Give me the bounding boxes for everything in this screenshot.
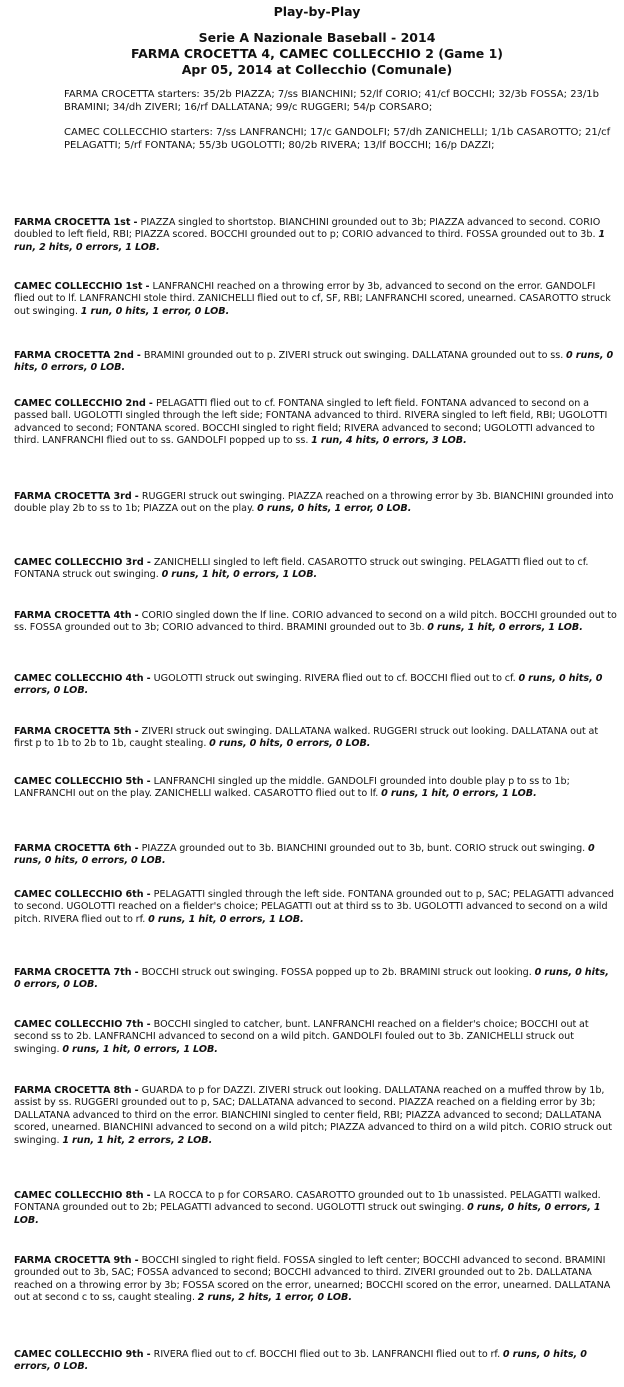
inning-plays: ZIVERI struck out swinging. DALLATANA walked. RUGGERI struck out looking. DALLATANA out at first p to 1b to 2b to 1b, caught stealing. [14,726,599,750]
inning-entry [14,557,618,582]
inning-label: CAMEC COLLECCHIO 8th - [14,1190,154,1201]
inning-entry [14,726,618,751]
inning-summary: 0 runs, 0 hits, 0 errors, 1 LOB. [14,1202,601,1226]
date-venue: Apr 05, 2014 at Collecchio (Comunale) [181,62,453,77]
inning-entry [14,398,618,448]
inning-label: FARMA CROCETTA 8th - [14,1085,142,1096]
inning-entry [14,217,618,254]
inning-label: FARMA CROCETTA 7th - [14,967,142,978]
inning-plays: BOCCHI struck out swinging. FOSSA popped up to 2b. BRAMINI struck out looking. [141,967,535,978]
inning-plays: PELAGATTI flied out to cf. FONTANA singled to left field. FONTANA advanced to second on a passed ball. UGOLOTTI singled through the left side; FONTANA advanced to third. RIVERA singled to left field, RBI; UGOLOTTI advanced to second; FONTANA scored. BOCCHI singled to right field; RIVERA advanced to second; UGOLOTTI advanced to third. LANFRANCHI flied out to ss. GANDOLFI popped up to ss. [14,398,608,447]
league-title: Serie A Nazionale Baseball - 2014 [198,30,436,45]
inning-summary: 0 runs, 0 hits, 0 errors, 0 LOB. [14,843,595,867]
inning-summary: 0 runs, 0 hits, 0 errors, 0 LOB. [14,350,614,374]
inning-label: CAMEC COLLECCHIO 6th - [14,889,154,900]
inning-label: FARMA CROCETTA 2nd - [14,350,144,361]
inning-entry [14,1019,618,1056]
inning-summary: 0 runs, 0 hits, 1 error, 0 LOB. [257,503,412,515]
inning-summary: 1 run, 0 hits, 1 error, 0 LOB. [80,305,230,317]
inning-plays: BOCCHI singled to catcher, bunt. LANFRANCHI reached on a fielder's choice; BOCCHI out at second ss to 2b. LANFRANCHI advanced to second on a wild pitch. GANDOLFI fouled out to 3b. ZANICHELLI struck out swinging. [14,1019,589,1055]
inning-plays: LANFRANCHI reached on a throwing error by 3b, advanced to second on the error. GANDOLFI flied out to lf. LANFRANCHI stole third. ZANICHELLI flied out to cf, SF, RBI; LANFRANCHI scored, unearned. CASAROTTO struck out swinging. [14,281,611,317]
inning-plays: PIAZZA singled to shortstop. BIANCHINI grounded out to 3b; PIAZZA advanced to second. CORIO doubled to left field, RBI; PIAZZA scored. BOCCHI grounded out to p; CORIO advanced to third. FOSSA grounded out to 3b. [14,217,601,241]
inning-entry [14,281,618,318]
inning-summary: 0 runs, 1 hit, 0 errors, 1 LOB. [381,788,537,800]
inning-entry [14,1255,618,1305]
inning-plays: GUARDA to p for DAZZI. ZIVERI struck out looking. DALLATANA reached on a muffed throw by 1b, assist by ss. RUGGERI grounded out to p, SAC; DALLATANA advanced to second. PIAZZA reached on a fielding error by 3b; DALLATANA advanced to third on the error. BIANCHINI singled to center field, RBI; PIAZZA advanced to second; DALLATANA scored, unearned. BIANCHINI advanced to second on a wild pitch; PIAZZA advanced to third on a wild pitch. CORIO struck out swinging. [14,1085,612,1146]
inning-plays: PELAGATTI singled through the left side. FONTANA grounded out to p, SAC; PELAGATTI advanced to second. UGOLOTTI reached on a fielder's choice; PELAGATTI out at third ss to 3b. UGOLOTTI advanced to second on a wild pitch. RIVERA flied out to rf. [14,889,615,925]
inning-plays: PIAZZA grounded out to 3b. BIANCHINI grounded out to 3b, bunt. CORIO struck out swinging. [141,843,588,854]
inning-entry [14,1349,618,1374]
inning-entry [14,610,618,635]
inning-label: CAMEC COLLECCHIO 1st - [14,281,153,292]
inning-plays: LANFRANCHI singled up the middle. GANDOLFI grounded into double play p to ss to 1b; LANFRANCHI out on the play. ZANICHELLI walked. CASAROTTO flied out to lf. [14,776,570,800]
inning-label: CAMEC COLLECCHIO 9th - [14,1349,154,1360]
inning-entry [14,350,618,375]
inning-summary: 1 run, 1 hit, 2 errors, 2 LOB. [62,1134,213,1146]
inning-entry [14,967,618,992]
inning-label: FARMA CROCETTA 9th - [14,1255,142,1266]
inning-entry [14,673,618,698]
inning-plays: LA ROCCA to p for CORSARO. CASAROTTO grounded out to 1b unassisted. PELAGATTI walked. FONTANA grounded out to 2b; PELAGATTI advanced to second. UGOLOTTI struck out swinging. [14,1190,601,1214]
inning-label: FARMA CROCETTA 1st - [14,217,141,228]
inning-summary: 0 runs, 0 hits, 0 errors, 0 LOB. [14,1349,587,1373]
inning-summary: 0 runs, 1 hit, 0 errors, 1 LOB. [62,1043,218,1055]
inning-plays: CORIO singled down the lf line. CORIO advanced to second on a wild pitch. BOCCHI grounded out to ss. FOSSA grounded out to 3b; CORIO advanced to third. BRAMINI grounded out to 3b. [14,610,617,634]
inning-plays: ZANICHELLI singled to left field. CASAROTTO struck out swinging. PELAGATTI flied out to cf. FONTANA struck out swinging. [14,557,589,581]
inning-label: CAMEC COLLECCHIO 4th - [14,673,154,684]
inning-label: FARMA CROCETTA 6th - [14,843,142,854]
inning-summary: 0 runs, 1 hit, 0 errors, 1 LOB. [161,569,318,581]
page-heading: Play-by-Play [273,4,361,19]
inning-entry [14,1085,618,1147]
inning-summary: 0 runs, 0 hits, 0 errors, 0 LOB. [14,673,603,697]
inning-entry [14,776,618,801]
inning-label: CAMEC COLLECCHIO 3rd - [14,557,154,568]
inning-label: CAMEC COLLECCHIO 2nd - [14,398,156,409]
inning-entry [14,843,618,868]
inning-summary: 1 run, 2 hits, 0 errors, 1 LOB. [14,229,605,253]
inning-summary: 0 runs, 0 hits, 0 errors, 0 LOB. [14,967,609,991]
inning-plays: RIVERA flied out to cf. BOCCHI flied out to 3b. LANFRANCHI flied out to rf. [153,1349,503,1360]
inning-label: CAMEC COLLECCHIO 7th - [14,1019,154,1030]
inning-plays: BOCCHI singled to right field. FOSSA singled to left center; BOCCHI advanced to second. BRAMINI grounded out to 3b, SAC; FOSSA advanced to second; BOCCHI advanced to third. ZIVERI grounded out to 2b. DALLATANA reached on a throwing error by 3b; FOSSA scored on the error, unearned; BOCCHI scored on the error, unearned. DALLATANA out at second c to ss, caught stealing. [14,1255,611,1304]
inning-plays: RUGGERI struck out swinging. PIAZZA reached on a throwing error by 3b. BIANCHINI grounded into double play 2b to ss to 1b; PIAZZA out on the play. [14,491,614,515]
inning-plays: BRAMINI grounded out to p. ZIVERI struck out swinging. DALLATANA grounded out to ss. [143,350,567,361]
inning-label: FARMA CROCETTA 4th - [14,610,142,621]
matchup-title: FARMA CROCETTA 4, CAMEC COLLECCHIO 2 (Game 1) [131,46,503,61]
inning-entry [14,491,618,516]
inning-entry [14,889,618,926]
inning-label: FARMA CROCETTA 5th - [14,726,142,737]
inning-label: CAMEC COLLECCHIO 5th - [14,776,154,787]
inning-plays: UGOLOTTI struck out swinging. RIVERA flied out to cf. BOCCHI flied out to cf. [153,673,519,684]
starters-farma-crocetta: FARMA CROCETTA starters: 35/2b PIAZZA; 7/ss BIANCHINI; 52/lf CORIO; 41/cf BOCCHI; 32/3b FOSSA; 23/1b BRAMINI; 34/dh ZIVERI; 16/rf DALLATANA; 99/c RUGGERI; 54/p CORSARO; [64,89,599,113]
inning-summary: 0 runs, 0 hits, 0 errors, 0 LOB. [209,738,371,750]
inning-summary: 0 runs, 1 hit, 0 errors, 1 LOB. [148,913,304,925]
inning-label: FARMA CROCETTA 3rd - [14,491,142,502]
starters-camec-collecchio: CAMEC COLLECCHIO starters: 7/ss LANFRANCHI; 17/c GANDOLFI; 57/dh ZANICHELLI; 1/1b CASAROTTO; 21/cf PELAGATTI; 5/rf FONTANA; 55/3b UGOLOTTI; 80/2b RIVERA; 13/lf BOCCHI; 16/p DAZZI; [64,127,611,151]
inning-summary: 2 runs, 2 hits, 1 error, 0 LOB. [197,1292,352,1304]
inning-summary: 0 runs, 1 hit, 0 errors, 1 LOB. [427,622,583,634]
inning-entry [14,1190,618,1227]
inning-summary: 1 run, 4 hits, 0 errors, 3 LOB. [311,435,467,447]
